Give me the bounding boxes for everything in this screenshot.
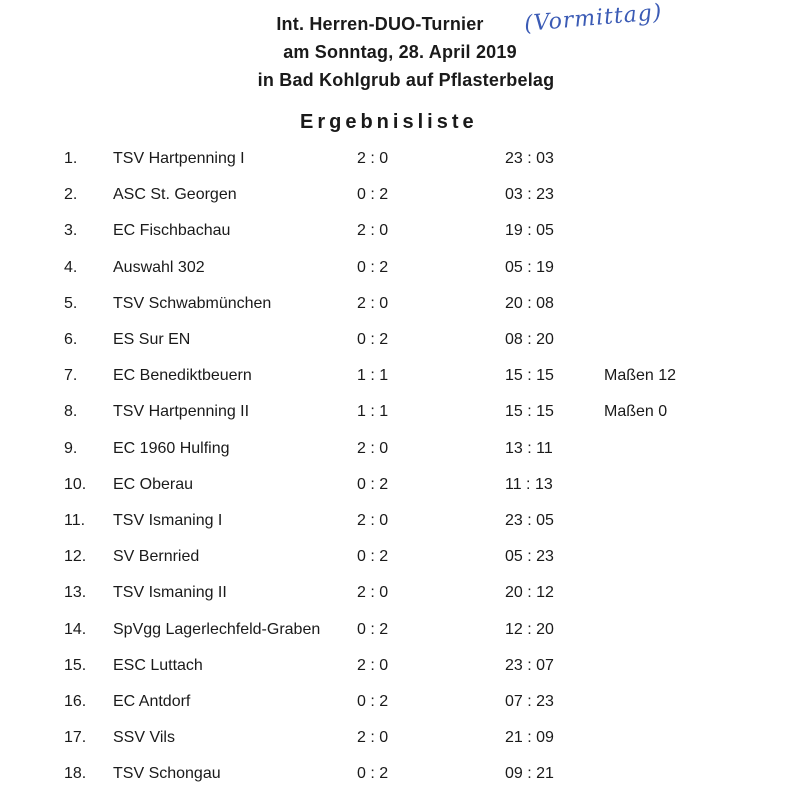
result-points: 13 : 11 — [505, 439, 553, 457]
result-team: SV Bernried — [113, 548, 200, 566]
result-row — [0, 584, 800, 608]
result-score: 0 : 2 — [357, 765, 389, 783]
result-team: ASC St. Georgen — [113, 186, 237, 204]
result-points: 05 : 23 — [505, 548, 554, 566]
result-team: EC 1960 Hulfing — [113, 439, 230, 457]
result-team: TSV Hartpenning II — [113, 403, 250, 421]
result-team: EC Oberau — [113, 475, 194, 493]
result-score: 2 : 0 — [357, 512, 389, 529]
result-score: 0 : 2 — [357, 258, 389, 276]
result-row — [0, 548, 800, 572]
result-points: 11 : 13 — [505, 475, 553, 493]
result-rank: 12. — [64, 548, 87, 566]
result-points: 12 : 20 — [505, 620, 554, 638]
result-team: TSV Ismaning I — [113, 512, 223, 529]
result-points: 15 : 15 — [505, 367, 554, 385]
result-team: TSV Hartpenning I — [113, 150, 245, 167]
handwritten-session-note: (Vormittag) — [523, 0, 664, 37]
result-rank: 9. — [64, 439, 78, 457]
results-list-title: Ergebnisliste — [300, 111, 478, 133]
result-points: 23 : 03 — [505, 150, 554, 167]
result-team: EC Antdorf — [113, 693, 191, 710]
result-score: 2 : 0 — [357, 439, 389, 457]
result-rank: 18. — [64, 765, 87, 783]
result-score: 2 : 0 — [357, 294, 389, 312]
result-rank: 1. — [64, 150, 78, 167]
result-score: 1 : 1 — [357, 367, 389, 385]
result-score: 1 : 1 — [357, 403, 389, 421]
result-row — [0, 657, 800, 681]
tournament-title: Int. Herren-DUO-Turnier — [276, 14, 484, 34]
result-rank: 4. — [64, 258, 78, 276]
result-score: 2 : 0 — [357, 656, 389, 674]
result-points: 23 : 05 — [505, 512, 554, 529]
result-rank: 14. — [64, 620, 87, 638]
result-row — [0, 259, 800, 283]
result-points: 08 : 20 — [505, 331, 554, 348]
result-rank: 5. — [64, 294, 78, 312]
result-row — [0, 440, 800, 464]
result-points: 19 : 05 — [505, 222, 554, 240]
result-points: 15 : 15 — [505, 403, 554, 421]
result-score: 0 : 2 — [357, 475, 389, 493]
result-row — [0, 186, 800, 210]
result-row — [0, 729, 800, 753]
result-note: Maßen 0 — [604, 403, 668, 421]
result-points: 21 : 09 — [505, 729, 554, 747]
result-row — [0, 621, 800, 645]
result-team: TSV Schongau — [113, 765, 221, 783]
result-points: 20 : 12 — [505, 584, 554, 602]
result-points: 07 : 23 — [505, 693, 554, 710]
result-team: ES Sur EN — [113, 331, 191, 348]
result-score: 0 : 2 — [357, 331, 389, 348]
result-rank: 7. — [64, 367, 78, 385]
tournament-location: in Bad Kohlgrub auf Pflasterbelag — [257, 70, 555, 90]
result-score: 2 : 0 — [357, 584, 389, 602]
result-points: 03 : 23 — [505, 186, 554, 204]
result-team: EC Benediktbeuern — [113, 367, 252, 385]
result-row — [0, 222, 800, 246]
result-team: EC Fischbachau — [113, 222, 231, 240]
result-score: 0 : 2 — [357, 693, 389, 710]
result-row — [0, 476, 800, 500]
result-team: Auswahl 302 — [113, 258, 205, 276]
result-row — [0, 403, 800, 427]
result-team: SSV Vils — [113, 729, 175, 747]
result-row — [0, 150, 800, 174]
result-row — [0, 693, 800, 717]
result-team: SpVgg Lagerlechfeld-Graben — [113, 620, 321, 638]
result-points: 20 : 08 — [505, 294, 554, 312]
result-rank: 15. — [64, 656, 87, 674]
result-points: 05 : 19 — [505, 258, 554, 276]
result-rank: 11. — [64, 512, 86, 529]
result-rank: 10. — [64, 475, 87, 493]
result-rank: 13. — [64, 584, 87, 602]
result-score: 2 : 0 — [357, 729, 389, 747]
result-score: 0 : 2 — [357, 548, 389, 566]
result-rank: 8. — [64, 403, 78, 421]
result-rank: 2. — [64, 186, 78, 204]
result-score: 0 : 2 — [357, 186, 389, 204]
result-team: TSV Schwabmünchen — [113, 294, 272, 312]
result-team: TSV Ismaning II — [113, 584, 227, 602]
result-rank: 3. — [64, 222, 78, 240]
result-row — [0, 331, 800, 355]
result-row — [0, 295, 800, 319]
result-team: ESC Luttach — [113, 656, 203, 674]
result-points: 23 : 07 — [505, 656, 554, 674]
result-rank: 17. — [64, 729, 87, 747]
result-row — [0, 765, 800, 789]
result-row — [0, 367, 800, 391]
result-score: 0 : 2 — [357, 620, 389, 638]
result-score: 2 : 0 — [357, 150, 389, 167]
result-note: Maßen 12 — [604, 367, 677, 385]
result-rank: 16. — [64, 693, 87, 710]
result-rank: 6. — [64, 331, 78, 348]
tournament-date: am Sonntag, 28. April 2019 — [283, 42, 517, 62]
result-points: 09 : 21 — [505, 765, 554, 783]
result-row — [0, 512, 800, 536]
result-score: 2 : 0 — [357, 222, 389, 240]
